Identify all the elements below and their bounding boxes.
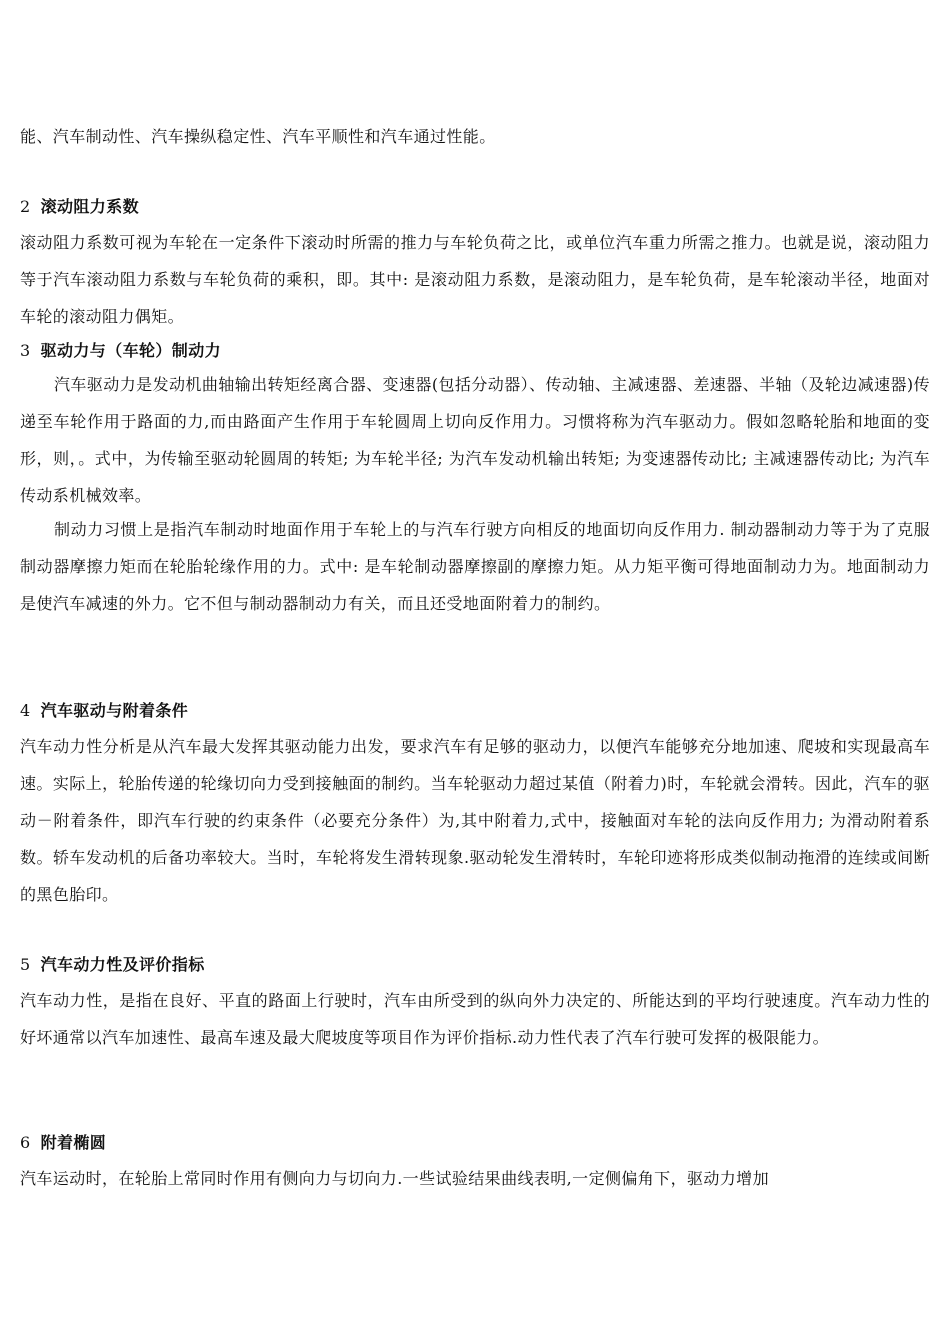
section-3-paragraph-1: 汽车驱动力是发动机曲轴输出转矩经离合器、变速器(包括分动器）、传动轴、主减速器、差速器、半轴（及轮边减速器)传递至车轮作用于路面的力,而由路面产生作用于车轮圆周上切向反作用力。习惯将称为汽车驱动力。假如忽略轮胎和地面的变形，则，。式中，为传输至驱动轮圆周的转矩; 为车轮半径; 为汽车发动机输出转矩; 为变速器传动比; 主减速器传动比; 为汽车传动系机械效率。 (20, 375, 930, 505)
section-heading-6 (20, 1124, 930, 1161)
section-title: 汽车驱动与附着条件 (40, 701, 189, 720)
section-2-paragraph-1: 滚动阻力系数可视为车轮在一定条件下滚动时所需的推力与车轮负荷之比，或单位汽车重力所需之推力。也就是说，滚动阻力等于汽车滚动阻力系数与车轮负荷的乘积，即。其中: 是滚动阻力系数，是滚动阻力，是车轮负荷，是车轮滚动半径，地面对车轮的滚动阻力偶矩。 (20, 233, 930, 326)
section-number: 3 (20, 341, 31, 360)
section-title: 驱动力与（车轮）制动力 (40, 341, 221, 360)
section-title: 附着椭圆 (40, 1133, 107, 1152)
section-number: 6 (20, 1133, 31, 1152)
section-6-paragraph-1: 汽车运动时，在轮胎上常同时作用有侧向力与切向力.一些试验结果曲线表明,一定侧偏角下，驱动力增加 (20, 1169, 769, 1188)
section-number: 4 (20, 701, 31, 720)
section-title: 滚动阻力系数 (40, 197, 139, 216)
section-heading-5 (20, 946, 930, 983)
section-number: 5 (20, 955, 31, 974)
section-title: 汽车动力性及评价指标 (40, 955, 205, 974)
section-3-paragraph-2: 制动力习惯上是指汽车制动时地面作用于车轮上的与汽车行驶方向相反的地面切向反作用力. 制动器制动力等于为了克服制动器摩擦力矩而在轮胎轮缘作用的力。式中: 是车轮制动器摩擦副的摩擦力矩。从力矩平衡可得地面制动力为。地面制动力是使汽车减速的外力。它不但与制动器制动力有关，而且还受地面附着力的制约。 (20, 520, 930, 613)
section-number: 2 (20, 197, 31, 216)
section-5-paragraph-1: 汽车动力性，是指在良好、平直的路面上行驶时，汽车由所受到的纵向外力决定的、所能达到的平均行驶速度。汽车动力性的好坏通常以汽车加速性、最高车速及最大爬坡度等项目作为评价指标.动力性代表了汽车行驶可发挥的极限能力。 (20, 991, 930, 1047)
section-4-paragraph-1: 汽车动力性分析是从汽车最大发挥其驱动能力出发，要求汽车有足够的驱动力，以便汽车能够充分地加速、爬坡和实现最高车速。实际上，轮胎传递的轮缘切向力受到接触面的制约。当车轮驱动力超过某值（附着力)时，车轮就会滑转。因此，汽车的驱动－附着条件，即汽车行驶的约束条件（必要充分条件）为,其中附着力,式中，接触面对车轮的法向反作用力; 为滑动附着系数。轿车发动机的后备功率较大。当时，车轮将发生滑转现象.驱动轮发生滑转时，车轮印迹将形成类似制动拖滑的连续或间断的黑色胎印。 (20, 737, 930, 904)
intro-tail-paragraph: 能、汽车制动性、汽车操纵稳定性、汽车平顺性和汽车通过性能。 (20, 127, 496, 146)
section-heading-3 (20, 332, 930, 369)
section-heading-4 (20, 692, 930, 729)
section-heading-2 (20, 188, 930, 225)
